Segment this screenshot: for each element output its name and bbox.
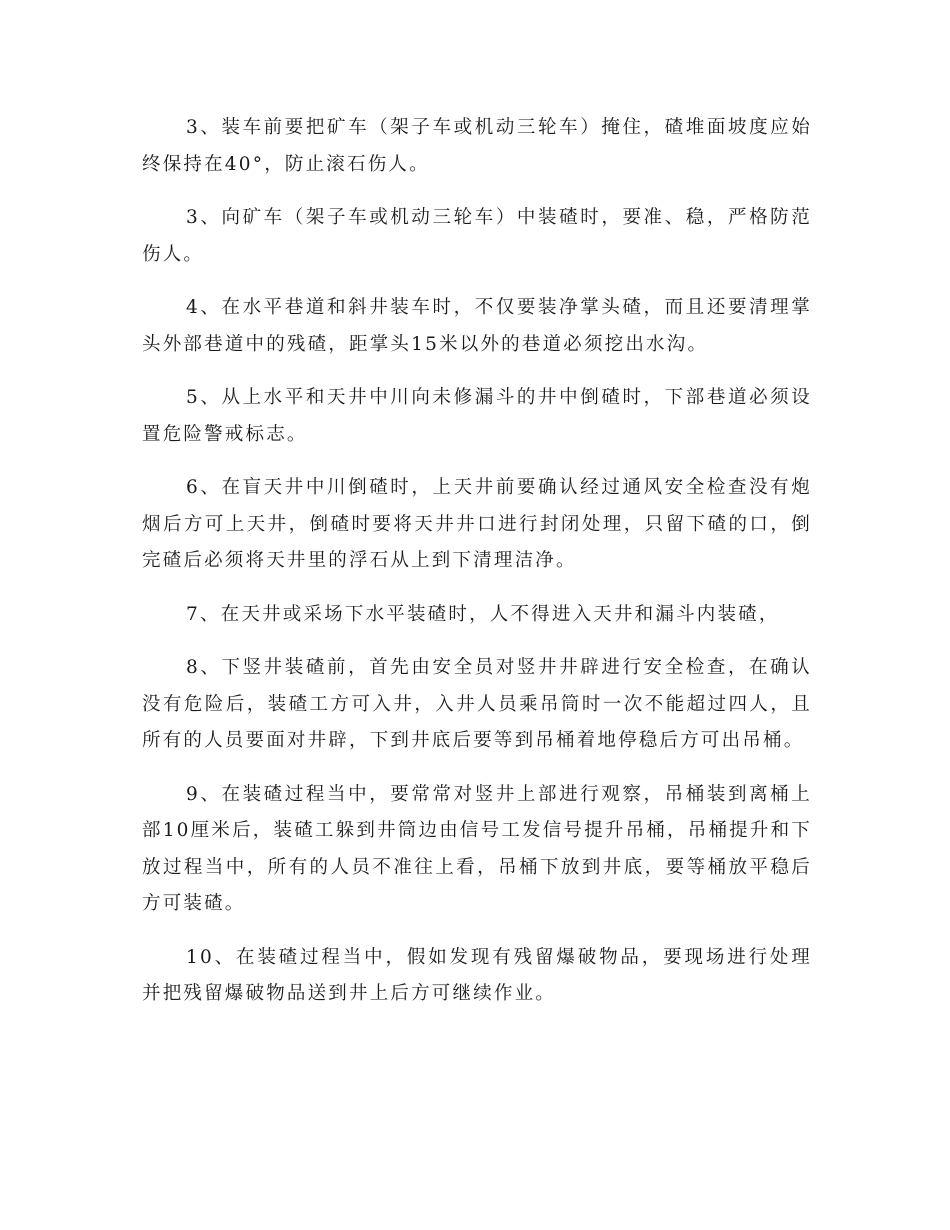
document-body [142,110,812,1030]
paragraph-rule-6: 6、在盲天井中川倒碴时，上天井前要确认经过通风安全检查没有炮烟后方可上天井，倒碴时要将天井井口进行封闭处理，只留下碴的口，倒完碴后必须将天井里的浮石从上到下清理洁净。 [142,477,812,571]
paragraph-rule-5: 5、从上水平和天井中川向未修漏斗的井中倒碴时，下部巷道必须设置危险警戒标志。 [142,387,812,445]
paragraph-rule-9: 9、在装碴过程当中，要常常对竖井上部进行观察，吊桶装到离桶上部10厘米后，装碴工躲到井筒边由信号工发信号提升吊桶，吊桶提升和下放过程当中，所有的人员不准往上看，吊桶下放到井底，要等桶放平稳后方可装碴。 [142,783,812,914]
paragraph-rule-7: 7、在天井或采场下水平装碴时，人不得进入天井和漏斗内装碴， [186,603,780,625]
paragraph-rule-10: 10、在装碴过程当中，假如发现有残留爆破物品，要现场进行处理并把残留爆破物品送到井上后方可继续作业。 [142,946,812,1004]
paragraph-rule-3a: 3、装车前要把矿车（架子车或机动三轮车）掩住，碴堆面坡度应始终保持在40°，防止滚石伤人。 [142,117,812,175]
paragraph-rule-4: 4、在水平巷道和斜井装车时，不仅要装净掌头碴，而且还要清理掌头外部巷道中的残碴，距掌头15米以外的巷道必须挖出水沟。 [142,297,812,355]
paragraph-rule-3b: 3、向矿车（架子车或机动三轮车）中装碴时，要准、稳，严格防范伤人。 [142,207,812,265]
paragraph-rule-8: 8、下竖井装碴前，首先由安全员对竖井井辟进行安全检查，在确认没有危险后，装碴工方可入井，入井人员乘吊筒时一次不能超过四人，且所有的人员要面对井辟，下到井底后要等到吊桶着地停稳后方可出吊桶。 [142,657,812,751]
